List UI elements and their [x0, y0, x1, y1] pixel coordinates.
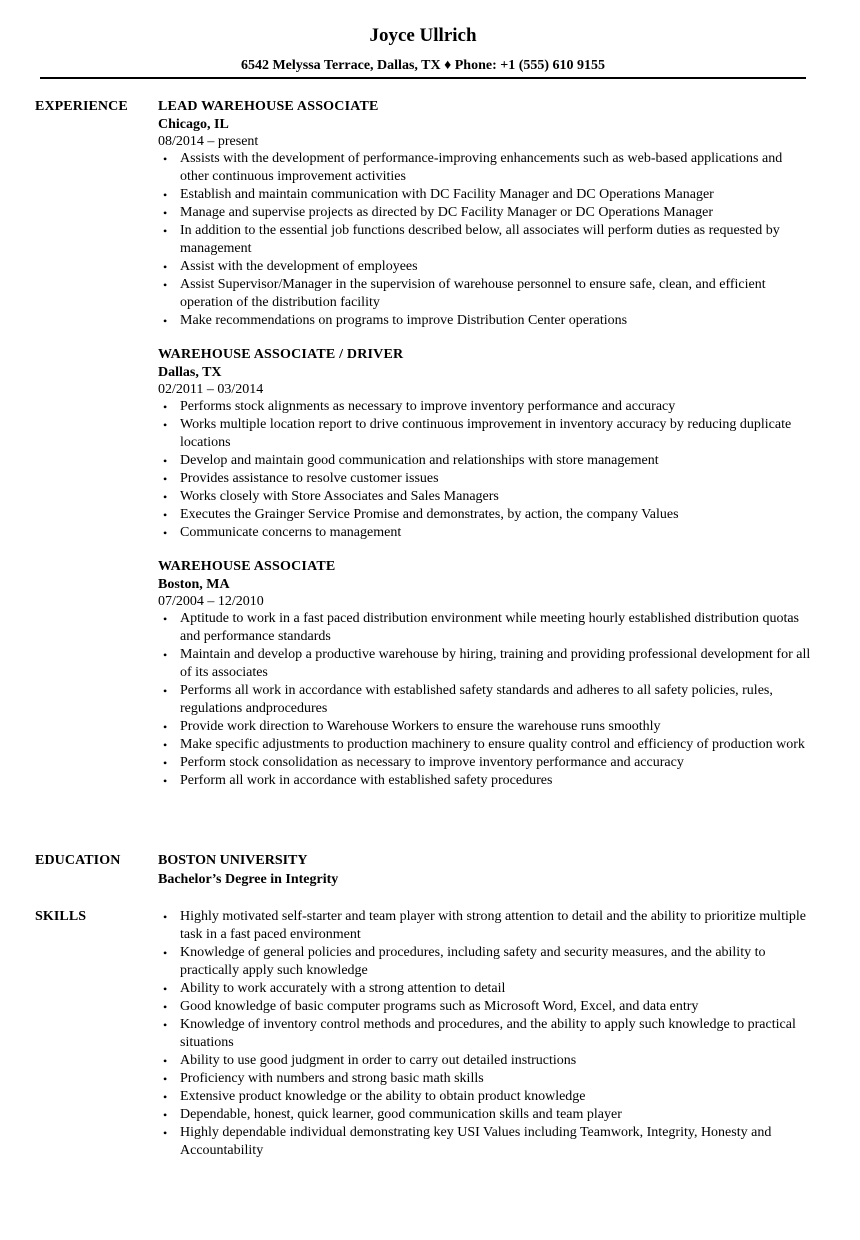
list-item: [158, 1052, 813, 1070]
job-duties: [158, 150, 813, 330]
duty-text: Executes the Grainger Service Promise and demonstrates, by action, the company Values: [180, 507, 679, 522]
skill-text: Good knowledge of basic computer programs such as Microsoft Word, Excel, and data entry: [180, 999, 699, 1014]
bullet-icon: •: [163, 1018, 168, 1032]
list-item: [158, 718, 813, 736]
duty-text: Make specific adjustments to production machinery to ensure quality control and efficiency of production work: [180, 737, 805, 752]
duty-text: Performs stock alignments as necessary to improve inventory performance and accuracy: [180, 399, 676, 414]
duty-text: Assists with the development of performance-improving enhancements such as web-based applications and other continuous improvement activities: [180, 151, 783, 184]
list-item: [158, 736, 813, 754]
list-item: [158, 1070, 813, 1088]
bullet-icon: •: [163, 684, 168, 698]
bullet-icon: •: [163, 278, 168, 292]
duty-text: Provide work direction to Warehouse Workers to ensure the warehouse runs smoothly: [180, 719, 661, 734]
school-name: BOSTON UNIVERSITY: [158, 853, 308, 868]
list-item: [158, 488, 813, 506]
bullet-icon: •: [163, 314, 168, 328]
bullet-icon: •: [163, 1000, 168, 1014]
list-item: [158, 610, 813, 646]
degree-name: Bachelor’s Degree in Integrity: [158, 872, 339, 887]
skill-text: Ability to work accurately with a strong attention to detail: [180, 981, 506, 996]
duty-text: In addition to the essential job functions described below, all associates will perform duties as requested by management: [180, 223, 780, 256]
duty-text: Manage and supervise projects as directed by DC Facility Manager or DC Operations Manager: [180, 205, 714, 220]
bullet-icon: •: [163, 418, 168, 432]
skill-text: Extensive product knowledge or the ability to obtain product knowledge: [180, 1089, 586, 1104]
bullet-icon: •: [163, 612, 168, 626]
list-item: [158, 646, 813, 682]
list-item: [158, 258, 813, 276]
list-item: [158, 276, 813, 312]
list-item: [158, 754, 813, 772]
job-dates: 07/2004 – 12/2010: [158, 594, 264, 609]
list-item: [158, 1088, 813, 1106]
job-duties: [158, 610, 813, 790]
duty-text: Maintain and develop a productive warehouse by hiring, training and providing professional development for all of its associates: [180, 647, 811, 680]
bullet-icon: •: [163, 1072, 168, 1086]
list-item: [158, 682, 813, 718]
list-item: [158, 908, 813, 944]
skill-text: Proficiency with numbers and strong basic math skills: [180, 1071, 484, 1086]
list-item: [158, 772, 813, 790]
job-entry: [158, 346, 813, 542]
skills-bullets: [158, 908, 813, 1160]
education-heading: EDUCATION: [35, 853, 121, 868]
list-item: [158, 312, 813, 330]
job-location: Chicago, IL: [158, 117, 229, 132]
list-item: [158, 150, 813, 186]
duty-text: Perform all work in accordance with established safety procedures: [180, 773, 553, 788]
list-item: [158, 998, 813, 1016]
candidate-name: Joyce Ullrich: [369, 25, 477, 46]
bullet-icon: •: [163, 152, 168, 166]
bullet-icon: •: [163, 720, 168, 734]
bullet-icon: •: [163, 224, 168, 238]
bullet-icon: •: [163, 472, 168, 486]
bullet-icon: •: [163, 910, 168, 924]
bullet-icon: •: [163, 1054, 168, 1068]
contact-line: 6542 Melyssa Terrace, Dallas, TX ♦ Phone: +1 (555) 610 9155: [240, 58, 606, 73]
bullet-icon: •: [163, 490, 168, 504]
skills-heading: SKILLS: [35, 909, 87, 924]
bullet-icon: •: [163, 260, 168, 274]
skill-text: Knowledge of inventory control methods and procedures, and the ability to apply such knowledge to practical situations: [180, 1017, 796, 1050]
header-divider: [40, 77, 806, 79]
skill-text: Knowledge of general policies and procedures, including safety and security measures, and the ability to practically apply such knowledge: [180, 945, 766, 978]
education-entry: [158, 852, 813, 890]
bullet-icon: •: [163, 508, 168, 522]
list-item: [158, 222, 813, 258]
skill-text: Dependable, honest, quick learner, good communication skills and team player: [180, 1107, 622, 1122]
list-item: [158, 398, 813, 416]
job-entry: [158, 558, 813, 790]
experience-heading: EXPERIENCE: [35, 99, 128, 114]
job-location: Boston, MA: [158, 577, 230, 592]
job-title: LEAD WAREHOUSE ASSOCIATE: [158, 99, 379, 114]
duty-text: Works closely with Store Associates and Sales Managers: [180, 489, 499, 504]
experience-list: [158, 98, 813, 806]
skills-list: [158, 908, 813, 1160]
job-title: WAREHOUSE ASSOCIATE: [158, 559, 336, 574]
bullet-icon: •: [163, 188, 168, 202]
list-item: [158, 452, 813, 470]
job-title: WAREHOUSE ASSOCIATE / DRIVER: [158, 347, 404, 362]
list-item: [158, 186, 813, 204]
duty-text: Aptitude to work in a fast paced distribution environment while meeting hourly established distribution quotas and performance standards: [180, 611, 800, 644]
duty-text: Establish and maintain communication with DC Facility Manager and DC Operations Manager: [180, 187, 714, 202]
list-item: [158, 1124, 813, 1160]
bullet-icon: •: [163, 1090, 168, 1104]
skill-text: Ability to use good judgment in order to carry out detailed instructions: [180, 1053, 577, 1068]
bullet-icon: •: [163, 526, 168, 540]
list-item: [158, 944, 813, 980]
list-item: [158, 980, 813, 998]
job-duties: [158, 398, 813, 542]
duty-text: Perform stock consolidation as necessary to improve inventory performance and accuracy: [180, 755, 684, 770]
bullet-icon: •: [163, 400, 168, 414]
duty-text: Make recommendations on programs to improve Distribution Center operations: [180, 313, 628, 328]
duty-text: Performs all work in accordance with established safety standards and adheres to all safety policies, rules, regulations andprocedures: [180, 683, 773, 716]
duty-text: Provides assistance to resolve customer issues: [180, 471, 439, 486]
bullet-icon: •: [163, 774, 168, 788]
bullet-icon: •: [163, 982, 168, 996]
duty-text: Assist Supervisor/Manager in the supervision of warehouse personnel to ensure safe, clean, and efficient operation of the distribution facility: [180, 277, 766, 310]
list-item: [158, 416, 813, 452]
list-item: [158, 470, 813, 488]
job-location: Dallas, TX: [158, 365, 222, 380]
duty-text: Develop and maintain good communication and relationships with store management: [180, 453, 659, 468]
duty-text: Assist with the development of employees: [180, 259, 418, 274]
bullet-icon: •: [163, 946, 168, 960]
bullet-icon: •: [163, 1108, 168, 1122]
duty-text: Communicate concerns to management: [180, 525, 402, 540]
bullet-icon: •: [163, 756, 168, 770]
job-dates: 08/2014 – present: [158, 134, 259, 149]
list-item: [158, 204, 813, 222]
bullet-icon: •: [163, 454, 168, 468]
skill-text: Highly motivated self-starter and team player with strong attention to detail and the ability to prioritize multiple task in a fast paced environment: [180, 909, 806, 942]
list-item: [158, 1016, 813, 1052]
skill-text: Highly dependable individual demonstrating key USI Values including Teamwork, Integrity, Honesty and Accountability: [180, 1125, 772, 1158]
bullet-icon: •: [163, 738, 168, 752]
list-item: [158, 1106, 813, 1124]
duty-text: Works multiple location report to drive continuous improvement in inventory accuracy by reducing duplicate locations: [180, 417, 792, 450]
bullet-icon: •: [163, 1126, 168, 1140]
list-item: [158, 524, 813, 542]
list-item: [158, 506, 813, 524]
bullet-icon: •: [163, 206, 168, 220]
resume-header: [40, 22, 806, 76]
job-entry: [158, 98, 813, 330]
job-dates: 02/2011 – 03/2014: [158, 382, 264, 397]
bullet-icon: •: [163, 648, 168, 662]
